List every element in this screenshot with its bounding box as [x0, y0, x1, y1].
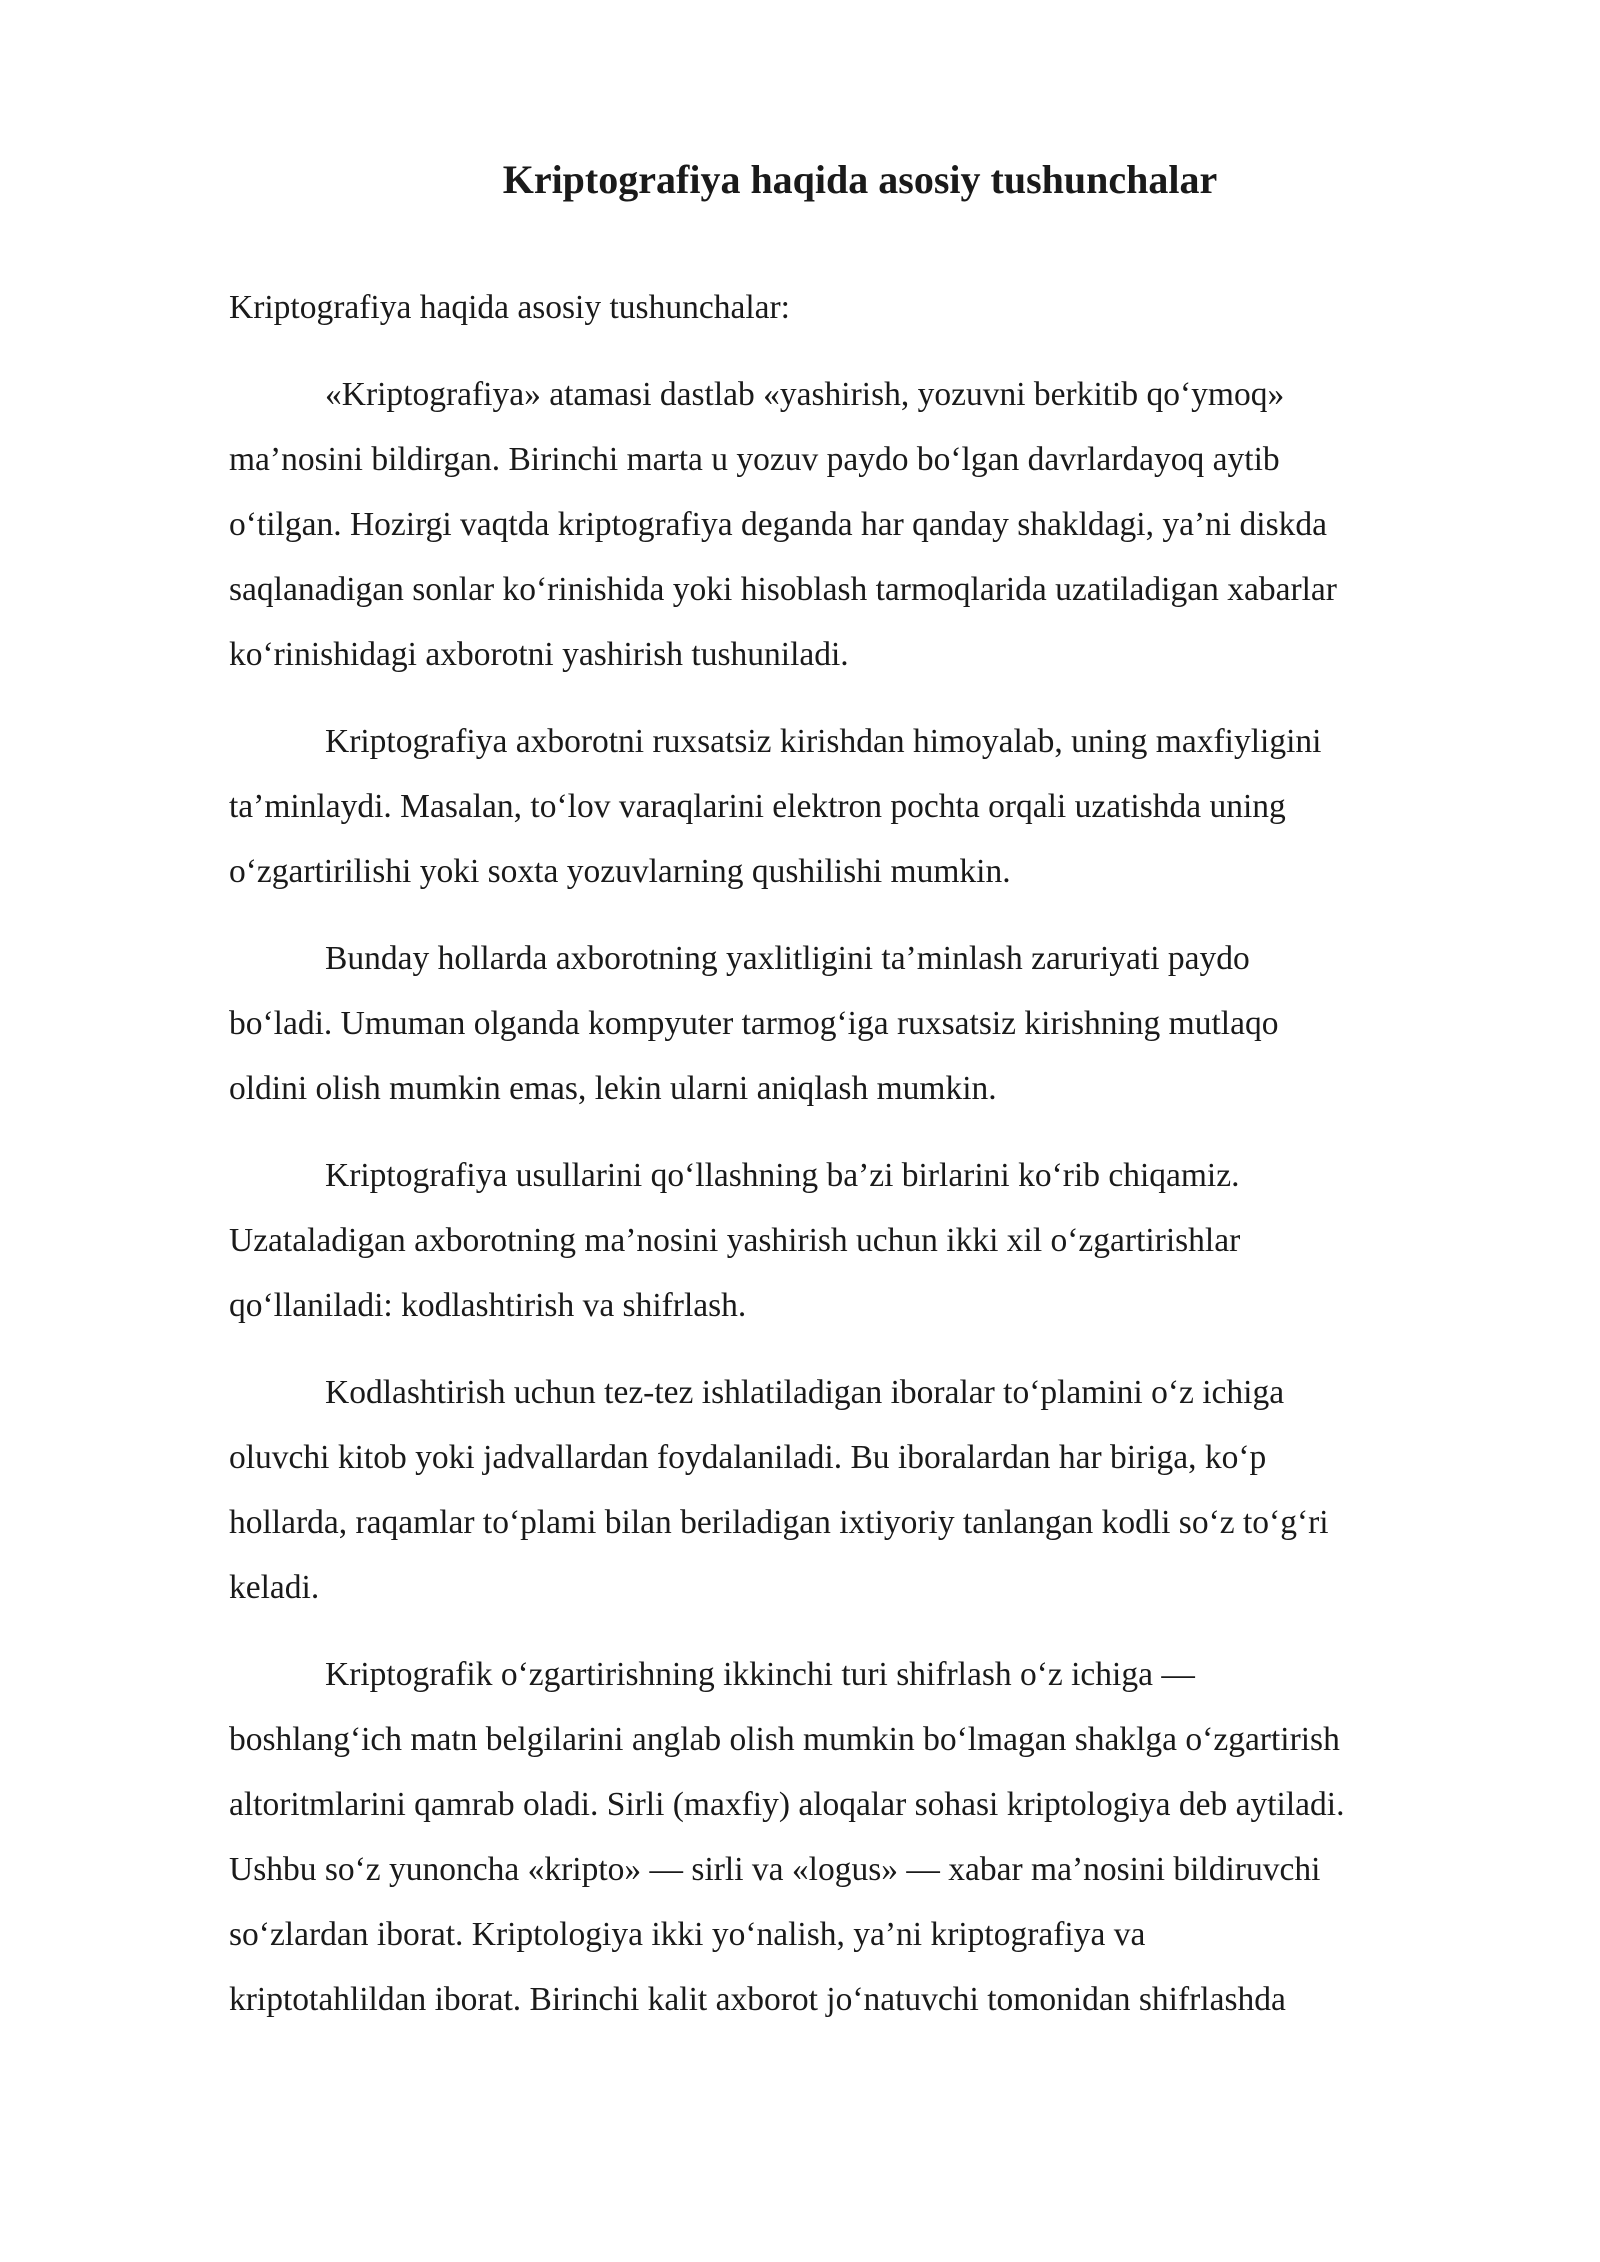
- paragraph-line: Ushbu so‘z yunoncha «kripto» — sirli va «logus» — xabar ma’nosini bildiruvchi: [229, 1851, 1321, 1888]
- paragraph-line: keladi.: [229, 1569, 320, 1606]
- paragraph-line: ko‘rinishidagi axborotni yashirish tushuniladi.: [229, 636, 849, 673]
- intro-line: Kriptografiya haqida asosiy tushunchalar:: [229, 289, 790, 326]
- paragraph-line: kriptotahlildan iborat. Birinchi kalit axborot jo‘natuvchi tomonidan shifrlashda: [229, 1981, 1286, 2018]
- paragraph-line: bo‘ladi. Umuman olganda kompyuter tarmog‘iga ruxsatsiz kirishning mutlaqo: [229, 1005, 1279, 1042]
- paragraph-line: Uzataladigan axborotning ma’nosini yashirish uchun ikki xil o‘zgartirishlar: [229, 1222, 1241, 1259]
- body-paragraph: [229, 1642, 1491, 2032]
- paragraph-list: [229, 362, 1491, 2032]
- body-paragraph: [229, 1360, 1491, 1620]
- paragraph-line: oldini olish mumkin emas, lekin ularni aniqlash mumkin.: [229, 1070, 997, 1107]
- paragraph-line: ta’minlaydi. Masalan, to‘lov varaqlarini elektron pochta orqali uzatishda uning: [229, 788, 1286, 825]
- paragraph-line: altoritmlarini qamrab oladi. Sirli (maxfiy) aloqalar sohasi kriptologiya deb aytiladi.: [229, 1786, 1345, 1823]
- paragraph-line: Kriptografiya usullarini qo‘llashning ba’zi birlarini ko‘rib chiqamiz.: [325, 1157, 1240, 1194]
- paragraph-line: Kriptografik o‘zgartirishning ikkinchi turi shifrlash o‘z ichiga —: [325, 1656, 1195, 1693]
- paragraph-line: «Kriptografiya» atamasi dastlab «yashirish, yozuvni berkitib qo‘ymoq»: [325, 376, 1285, 413]
- body-paragraph: [229, 709, 1491, 904]
- paragraph-line: boshlang‘ich matn belgilarini anglab olish mumkin bo‘lmagan shaklga o‘zgartirish: [229, 1721, 1340, 1758]
- paragraph-line: Bunday hollarda axborotning yaxlitligini ta’minlash zaruriyati paydo: [325, 940, 1250, 977]
- body-paragraph: [229, 1143, 1491, 1338]
- paragraph-line: qo‘llaniladi: kodlashtirish va shifrlash.: [229, 1287, 747, 1324]
- paragraph-line: Kodlashtirish uchun tez-tez ishlatiladigan iboralar to‘plamini o‘z ichiga: [325, 1374, 1285, 1411]
- paragraph-line: saqlanadigan sonlar ko‘rinishida yoki hisoblash tarmoqlarida uzatiladigan xabarlar: [229, 571, 1337, 608]
- paragraph-line: Kriptografiya axborotni ruxsatsiz kirishdan himoyalab, uning maxfiyligini: [325, 723, 1322, 760]
- document-content: [229, 148, 1491, 2032]
- body-paragraph: [229, 926, 1491, 1121]
- paragraph-line: hollarda, raqamlar to‘plami bilan beriladigan ixtiyoriy tanlangan kodli so‘z to‘g‘ri: [229, 1504, 1329, 1541]
- paragraph-line: o‘tilgan. Hozirgi vaqtda kriptografiya deganda har qanday shakldagi, ya’ni diskda: [229, 506, 1328, 543]
- body-paragraph: [229, 362, 1491, 687]
- paragraph-line: oluvchi kitob yoki jadvallardan foydalaniladi. Bu iboralardan har biriga, ko‘p: [229, 1439, 1267, 1476]
- paragraph-line: so‘zlardan iborat. Kriptologiya ikki yo‘nalish, ya’ni kriptografiya va: [229, 1916, 1146, 1953]
- document-title: Kriptografiya haqida asosiy tushunchalar: [502, 157, 1218, 202]
- paragraph-line: o‘zgartirilishi yoki soxta yozuvlarning qushilishi mumkin.: [229, 853, 1011, 890]
- paragraph-line: ma’nosini bildirgan. Birinchi marta u yozuv paydo bo‘lgan davrlardayoq aytib: [229, 441, 1280, 478]
